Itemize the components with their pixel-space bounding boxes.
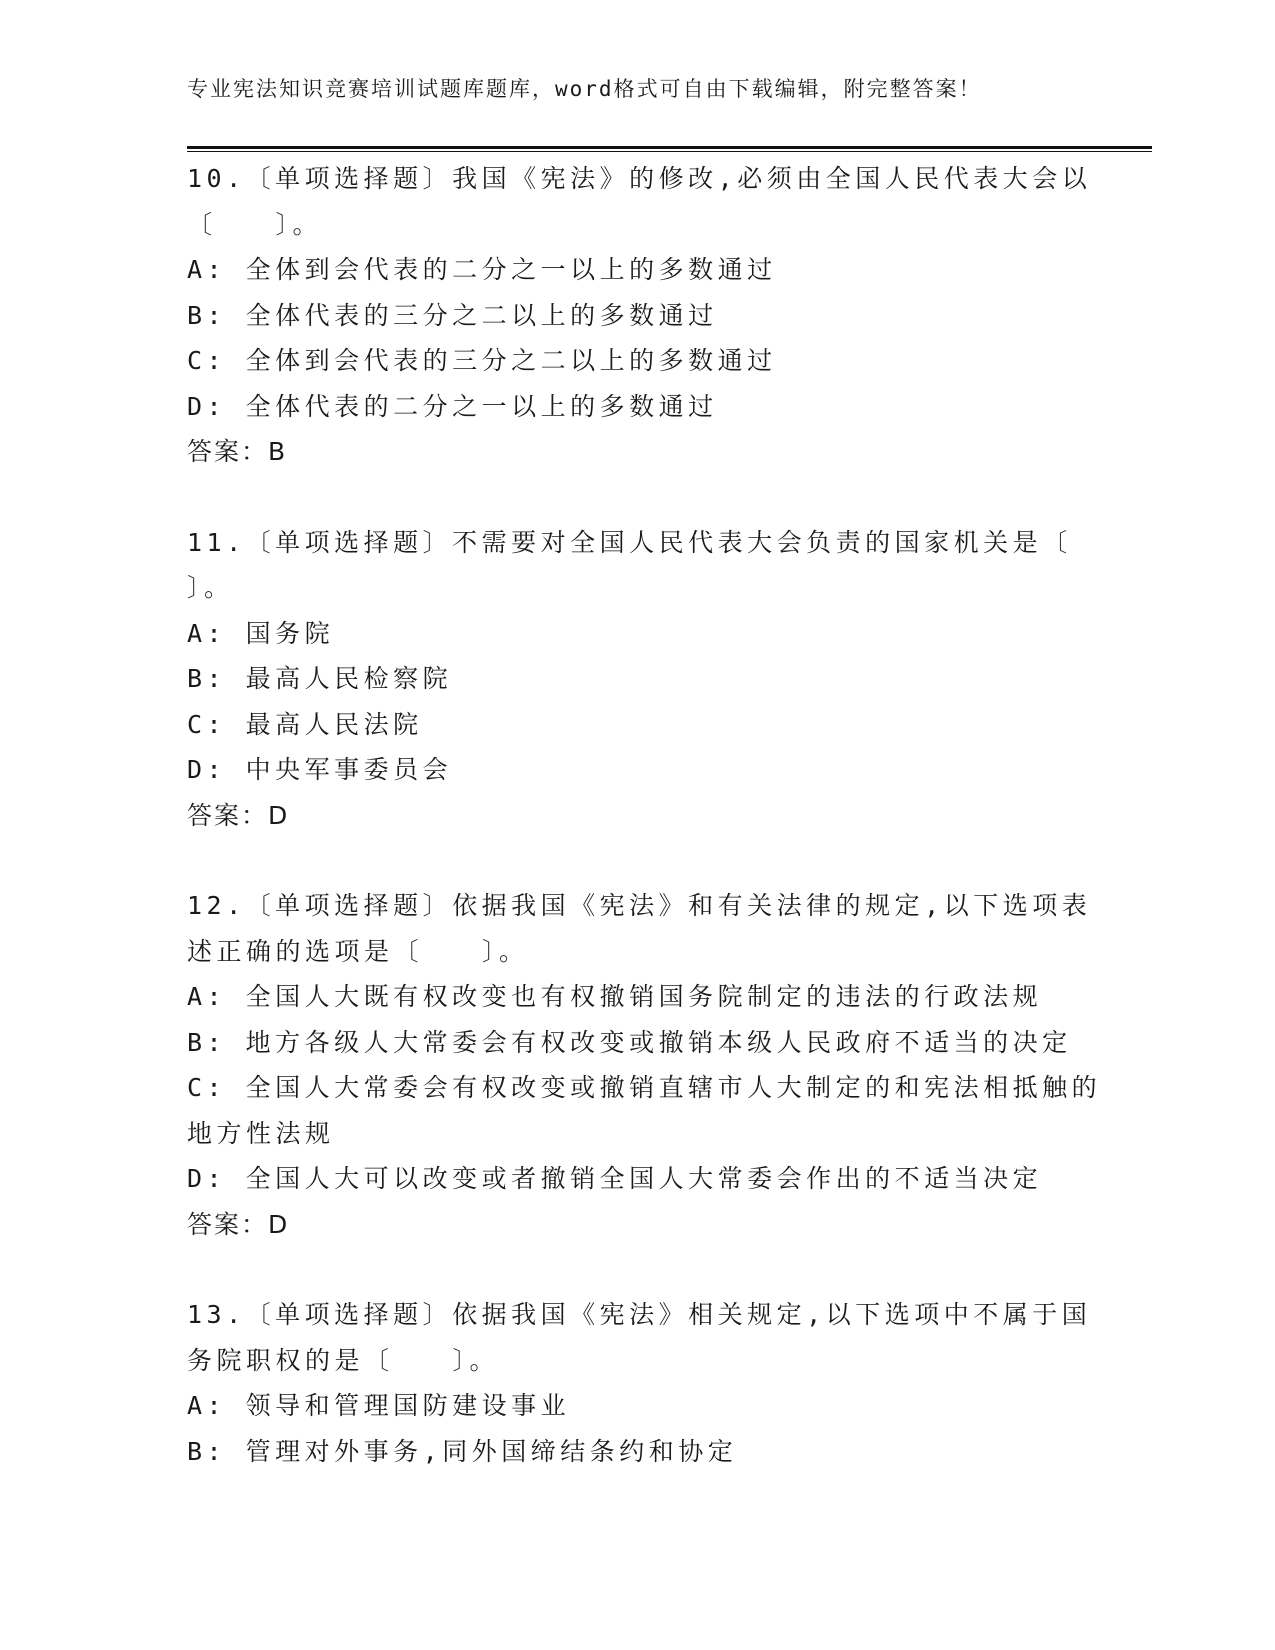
question-10 <box>187 156 1092 475</box>
option-a: A: 国务院 <box>187 618 335 648</box>
option-d: D: 全国人大可以改变或者撤销全国人大常委会作出的不适当决定 <box>187 1164 1043 1193</box>
question-stem: 13.〔单项选择题〕依据我国《宪法》相关规定,以下选项中不属于国 <box>187 1300 1092 1329</box>
header-rule-thin <box>187 151 1152 152</box>
answer-label: 答案：D <box>187 800 290 830</box>
option-d: D: 全体代表的二分之一以上的多数通过 <box>187 391 718 421</box>
option-b: B: 地方各级人大常委会有权改变或撤销本级人民政府不适当的决定 <box>187 1027 1072 1057</box>
header-rule-thick <box>187 146 1152 149</box>
document-header: 专业宪法知识竞赛培训试题库题库，word格式可自由下载编辑，附完整答案！ <box>187 77 982 101</box>
option-c: C: 最高人民法院 <box>187 709 423 739</box>
question-stem: 务院职权的是〔 〕。 <box>187 1345 500 1375</box>
option-c: C: 全国人大常委会有权改变或撤销直辖市人大制定的和宪法相抵触的 <box>187 1073 1102 1102</box>
answer-label: 答案：B <box>187 437 288 466</box>
question-stem: 〔 〕。 <box>187 209 323 239</box>
question-stem: 12.〔单项选择题〕依据我国《宪法》和有关法律的规定,以下选项表 <box>187 891 1092 920</box>
question-stem: 〕。 <box>187 573 234 602</box>
option-b: B: 全体代表的三分之二以上的多数通过 <box>187 300 718 330</box>
question-13 <box>187 1292 1092 1474</box>
option-b: B: 管理对外事务,同外国缔结条约和协定 <box>187 1436 738 1466</box>
option-a: A: 全体到会代表的二分之一以上的多数通过 <box>187 255 777 284</box>
answer-label: 答案：D <box>187 1209 290 1239</box>
question-12 <box>187 883 1102 1247</box>
option-c: C: 全体到会代表的三分之二以上的多数通过 <box>187 346 777 375</box>
question-stem: 11.〔单项选择题〕不需要对全国人民代表大会负责的国家机关是〔 <box>187 527 1072 557</box>
option-d: D: 中央军事委员会 <box>187 755 453 784</box>
option-a: A: 全国人大既有权改变也有权撤销国务院制定的违法的行政法规 <box>187 982 1043 1011</box>
option-c-continued: 地方性法规 <box>187 1118 335 1148</box>
option-b: B: 最高人民检察院 <box>187 664 453 693</box>
option-a: A: 领导和管理国防建设事业 <box>187 1391 571 1420</box>
question-list <box>187 156 1102 1519</box>
question-11 <box>187 520 1087 839</box>
question-stem: 10.〔单项选择题〕我国《宪法》的修改,必须由全国人民代表大会以 <box>187 164 1092 193</box>
question-stem: 述正确的选项是〔 〕。 <box>187 936 529 966</box>
